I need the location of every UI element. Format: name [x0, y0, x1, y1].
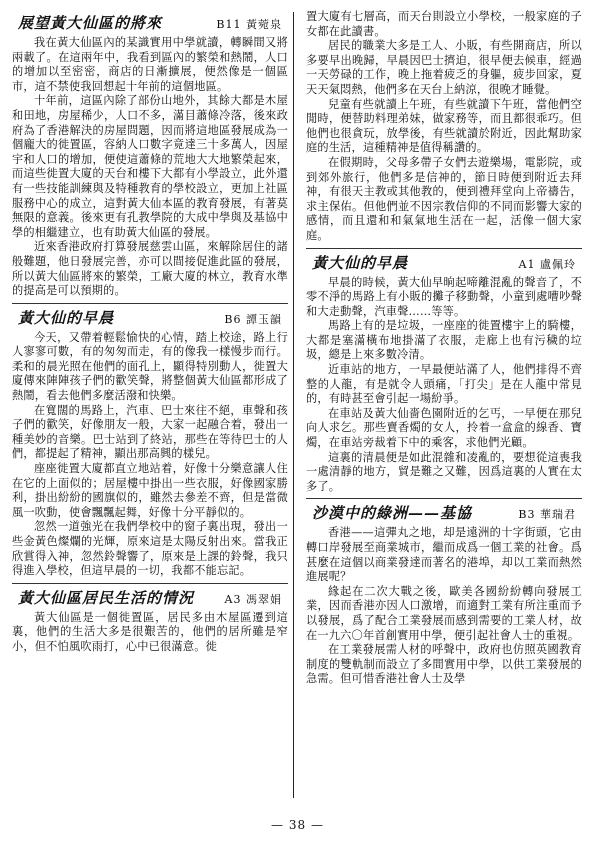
article-residents-life [12, 587, 288, 655]
article-divider [12, 583, 288, 584]
page-number: — 38 — [271, 818, 324, 832]
article-title: 展望黃大仙區的將來 [18, 14, 163, 32]
article-paragraph: 馬路上有的是垃圾，一座座的徙置樓宇上的騎樓，大都是塞滿橫布地掛滿了衣服，走廊上也有污穢的垃圾，總是上來多數冷清。 [306, 319, 582, 362]
article-paragraph: 在寬闊的馬路上，汽車、巴士來往不絕，車聲和孩子們的歡笑，好像朋友一般，大家一起融合着，發出一種美妙的音樂。巴士站到了終站，那些在等待巴士的人們，都提起了精神，顯出那高興的樣兒。 [12, 403, 288, 461]
article-title: 黃大仙的早晨 [312, 253, 409, 272]
article-byline: B3 華瑞君 [518, 508, 576, 522]
article-paragraph: 十年前，這區內除了部份山地外，其餘大都是木屋和田地，房屋稀少，人口不多，滿目蕭條冷落，後來政府為了香港解決的房屋問題，因而將這地區發展成為一個龐大的徙置區，容納人口數字竟達三十多萬人，因屋宇和人口的增加，便使這蕭條的荒地大大地繁榮起來，而這些徙置大廈的天台和樓下大都有小學設立，此外還有一些技能訓練與及特種教育的學校設立，更加上社區服務中心的成立，這對黃大仙本區的教育發展，有著莫無限的意義。後來更有孔教學院的大成中學與及基協中學的相繼建立，也有助黃大仙區的發展。 [12, 94, 288, 239]
article-paragraph: 座座徙置大廈都直立地站着，好像十分樂意讓人住在它的上面似的；居屋樓中掛出一些衣服，好像國家勝利，掛出紛紛的國旗似的，雖然去參差不齊，但是當微風一吹動，使會飄飄起舞，好像十分平靜似的。 [12, 462, 288, 519]
article-divider [306, 498, 582, 499]
article-paragraph: 今天，又帶着輕鬆愉快的心情，踏上校途，路上行人寥寥可數，有的匆匆而走，有的像我一樣慢步而行。柔和的晨光照在他們的面孔上，顯得特別動人，徙置大廈傳來陣陣孩子們的歡笑聲，將整個黃大仙區都形成了熱鬧，看去他們多麼活潑和快樂。 [12, 330, 288, 403]
article-headline [12, 12, 288, 33]
article-oasis-in-desert [306, 502, 582, 687]
article-paragraph: 置大廈有七層高，而天台則設立小學校，一般家庭的子女都在此讀書。 [306, 10, 582, 38]
article-paragraph: 近來香港政府打算發展慈雲山區，來解除居住的諸般難題，他日發展完善，亦可以間接促進此區的發展，所以黃大仙區將來的繁榮，工廠大廈的林立，教育水準的提高是可以預期的。 [12, 240, 288, 298]
article-headline [306, 252, 582, 273]
article-headline [306, 502, 582, 523]
article-paragraph: 忽然一道強光在我們學校中的窗子裏出現，發出一些金黃色燦爛的光輝，原來這是太陽反射出來。當我正欣賞得入神，忽然鈴聲響了，原來是上課的鈴聲，我只得進入學校，但這早晨的一切，我都不能忘記。 [12, 520, 288, 578]
article-paragraph: 黃大仙區是一個徙置區，居民多由木屋區遷到這裏，他們的生活大多是很艱苦的，他們的居所雖是窄小，但不怕風吹雨打，心中已很滿意。徙 [12, 610, 288, 653]
article-paragraph: 香港——這彈丸之地，却是遠洲的十字街頭，它由轉口岸發展至商業城市，繼而成爲一個工業的社會。爲甚麼在這個以商業發達而著名的港埠，却以工業而熱然進展呢？ [306, 526, 582, 584]
article-morning-b6 [12, 307, 288, 579]
article-headline [12, 307, 288, 328]
article-paragraph: 在工業發展需人材的呼聲中，政府也仿照英國教育制度的雙軌制而設立了多間實用中學，以供工業發展的急需。但可惜香港社會人士及學 [306, 643, 582, 686]
article-morning-a1 [306, 252, 582, 495]
column-divider [293, 12, 294, 798]
article-byline: B6 譚玉韻 [224, 312, 282, 326]
article-paragraph: 兒童有些就讀上午班，有些就讀下午班，當他們空閒時，便替助料理弟妹，做家務等，而且都很乖巧。但他們也很貪玩，放學後，有些就讀於附近，因此幫助家庭的生活，這種精神是值得稱讚的。 [306, 97, 582, 155]
article-paragraph: 居民的職業大多是工人、小販，有些開商店，所以多要早出晚歸，早晨因巴士擠迫，很早便去候車，經過一天勞碌的工作，晚上拖着疲乏的身軀，疲步回家，夏天天氣悶熱，他們多在天台上納涼，很晚才睡覺。 [306, 39, 582, 96]
article-paragraph: 這裏的清晨便是如此混雜和凌亂的，要想從這喪我一處清靜的地方，貿是難之又難，因爲這裏的人實在太多了。 [306, 450, 582, 493]
article-byline: B11 黃菀泉 [216, 18, 282, 31]
article-paragraph: 在車站及黃大仙嗇色園附近的乞丐，一早便在那兒向人求乞。那些賣香燭的女人，拎着一盒盒的線香、寶燭，在車站旁裁着下中的乘客，求他們光顧。 [306, 406, 582, 450]
article-title: 黃大仙的早晨 [18, 308, 115, 327]
article-divider [306, 248, 582, 249]
right-column [306, 10, 582, 800]
article-paragraph: 緣起在二次大戰之後，歐美各國紛紛轉向發展工業，因而香港亦因人口激增，而適對工業有所注重而予以發展，爲了配合工業發展而感到需要的工業人材，故在一九六〇年首創實用中學，便引起社會人士的重視。 [306, 584, 582, 642]
article-divider [12, 303, 288, 304]
article-title: 黃大仙區居民生活的情況 [18, 588, 195, 607]
article-paragraph: 近車站的地方，一早最便站滿了人，他們排得不齊整的人龍，有是就令人頭痛，「打尖」是在人龍中常見的，有時甚至會引起一場紛爭。 [306, 363, 582, 406]
article-byline: A1 盧佩玲 [518, 257, 576, 271]
article-future-wong-tai-sin [12, 12, 288, 299]
article-title: 沙漠中的綠洲——基協 [312, 504, 473, 523]
article-residents-life-continued [306, 10, 582, 244]
article-byline: A3 馮翠娟 [224, 592, 282, 606]
article-paragraph: 早晨的時候，黃大仙早晌起啼離混亂的聲音了，不零不淨的馬路上有小販的攤子移動聲，小童到處嘈吵聲和大走動聲，汽車聲……等等。 [306, 275, 582, 318]
article-paragraph: 我在黃大仙區內的某識實用中學就讀，轉瞬間又將兩載了。在這兩年中，我看到區內的繁榮和熱鬧，人口的增加以至密密，商店的日漸擴展，便然像是一個區市，這不禁使我回想起十年前的這個地區。 [12, 36, 288, 93]
article-headline [12, 587, 288, 608]
left-column [12, 10, 288, 800]
article-paragraph: 在假期時，父母多帶子女們去遊樂場，電影院，或到郊外旅行，他們多是信神的，節日時便到附近去拜神，有很天主教或其他教的，便到禮拜堂向上帝禱告，求主保佑。但他們並不因宗教信仰的不同而影響大家的感情，而且還和和氣氣地生活在一起，活像一個大家庭。 [306, 155, 582, 242]
